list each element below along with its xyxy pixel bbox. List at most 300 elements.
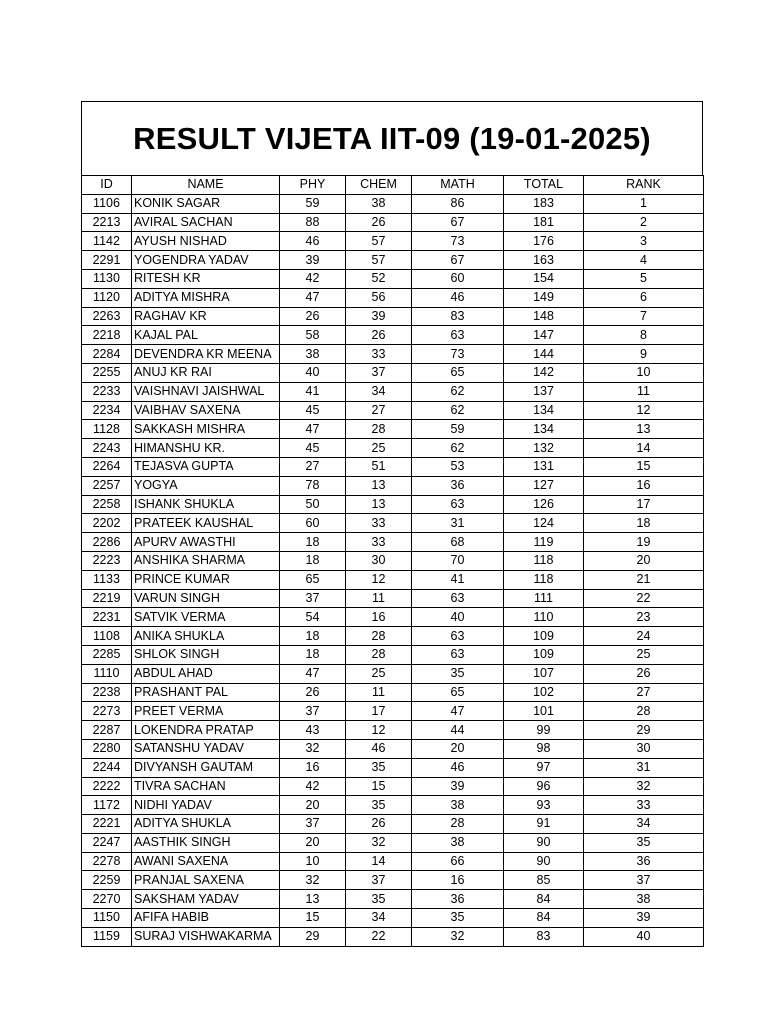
cell-name: VARUN SINGH <box>132 589 280 608</box>
cell-chem: 38 <box>346 194 412 213</box>
cell-phy: 18 <box>280 627 346 646</box>
cell-name: TIVRA SACHAN <box>132 777 280 796</box>
cell-total: 119 <box>504 533 584 552</box>
table-row <box>82 645 704 664</box>
table-row <box>82 269 704 288</box>
cell-phy: 54 <box>280 608 346 627</box>
cell-math: 86 <box>412 194 504 213</box>
cell-chem: 37 <box>346 363 412 382</box>
cell-math: 60 <box>412 269 504 288</box>
table-row <box>82 401 704 420</box>
cell-chem: 51 <box>346 457 412 476</box>
column-header-total: TOTAL <box>504 176 584 195</box>
cell-id: 2231 <box>82 608 132 627</box>
cell-chem: 27 <box>346 401 412 420</box>
cell-name: HIMANSHU KR. <box>132 439 280 458</box>
cell-rank: 13 <box>584 420 704 439</box>
title-box <box>81 101 703 175</box>
cell-chem: 25 <box>346 664 412 683</box>
cell-rank: 18 <box>584 514 704 533</box>
cell-chem: 28 <box>346 420 412 439</box>
cell-total: 131 <box>504 457 584 476</box>
cell-id: 2278 <box>82 852 132 871</box>
table-row <box>82 627 704 646</box>
cell-name: AWANI SAXENA <box>132 852 280 871</box>
cell-name: ADITYA MISHRA <box>132 288 280 307</box>
cell-name: SATANSHU YADAV <box>132 739 280 758</box>
cell-math: 47 <box>412 702 504 721</box>
cell-id: 2247 <box>82 833 132 852</box>
cell-chem: 28 <box>346 645 412 664</box>
cell-id: 2285 <box>82 645 132 664</box>
table-row <box>82 420 704 439</box>
cell-name: APURV AWASTHI <box>132 533 280 552</box>
cell-phy: 18 <box>280 551 346 570</box>
cell-math: 35 <box>412 664 504 683</box>
cell-rank: 34 <box>584 815 704 834</box>
cell-rank: 24 <box>584 627 704 646</box>
cell-phy: 78 <box>280 476 346 495</box>
cell-total: 109 <box>504 645 584 664</box>
cell-math: 62 <box>412 439 504 458</box>
cell-phy: 20 <box>280 796 346 815</box>
cell-id: 2222 <box>82 777 132 796</box>
cell-total: 163 <box>504 251 584 270</box>
cell-total: 84 <box>504 890 584 909</box>
cell-math: 46 <box>412 758 504 777</box>
cell-id: 1142 <box>82 232 132 251</box>
cell-chem: 35 <box>346 796 412 815</box>
cell-id: 1110 <box>82 664 132 683</box>
cell-chem: 33 <box>346 345 412 364</box>
cell-id: 2286 <box>82 533 132 552</box>
cell-chem: 57 <box>346 251 412 270</box>
cell-math: 68 <box>412 533 504 552</box>
cell-math: 63 <box>412 495 504 514</box>
cell-id: 1120 <box>82 288 132 307</box>
cell-rank: 3 <box>584 232 704 251</box>
table-row <box>82 833 704 852</box>
cell-rank: 15 <box>584 457 704 476</box>
cell-name: AASTHIK SINGH <box>132 833 280 852</box>
cell-math: 65 <box>412 363 504 382</box>
cell-rank: 10 <box>584 363 704 382</box>
cell-phy: 26 <box>280 683 346 702</box>
cell-id: 2233 <box>82 382 132 401</box>
cell-total: 97 <box>504 758 584 777</box>
cell-id: 2219 <box>82 589 132 608</box>
cell-name: PREET VERMA <box>132 702 280 721</box>
cell-name: RITESH KR <box>132 269 280 288</box>
cell-id: 2287 <box>82 721 132 740</box>
cell-name: AVIRAL SACHAN <box>132 213 280 232</box>
cell-math: 62 <box>412 401 504 420</box>
cell-rank: 29 <box>584 721 704 740</box>
cell-rank: 22 <box>584 589 704 608</box>
cell-total: 83 <box>504 927 584 946</box>
table-row <box>82 476 704 495</box>
cell-math: 67 <box>412 251 504 270</box>
table-row <box>82 890 704 909</box>
cell-name: ABDUL AHAD <box>132 664 280 683</box>
cell-total: 99 <box>504 721 584 740</box>
cell-rank: 11 <box>584 382 704 401</box>
cell-name: RAGHAV KR <box>132 307 280 326</box>
cell-id: 2263 <box>82 307 132 326</box>
table-row <box>82 702 704 721</box>
cell-rank: 21 <box>584 570 704 589</box>
cell-name: NIDHI YADAV <box>132 796 280 815</box>
cell-rank: 30 <box>584 739 704 758</box>
header-row <box>82 176 704 195</box>
cell-name: YOGENDRA YADAV <box>132 251 280 270</box>
table-body <box>82 194 704 946</box>
cell-id: 2259 <box>82 871 132 890</box>
cell-rank: 19 <box>584 533 704 552</box>
table-row <box>82 909 704 928</box>
cell-rank: 32 <box>584 777 704 796</box>
cell-rank: 38 <box>584 890 704 909</box>
cell-phy: 58 <box>280 326 346 345</box>
cell-rank: 27 <box>584 683 704 702</box>
cell-math: 53 <box>412 457 504 476</box>
table-row <box>82 758 704 777</box>
cell-name: PRANJAL SAXENA <box>132 871 280 890</box>
cell-phy: 47 <box>280 420 346 439</box>
cell-chem: 12 <box>346 721 412 740</box>
cell-phy: 18 <box>280 645 346 664</box>
cell-name: SAKSHAM YADAV <box>132 890 280 909</box>
cell-id: 2270 <box>82 890 132 909</box>
cell-total: 111 <box>504 589 584 608</box>
cell-math: 31 <box>412 514 504 533</box>
cell-total: 137 <box>504 382 584 401</box>
cell-phy: 46 <box>280 232 346 251</box>
cell-rank: 23 <box>584 608 704 627</box>
table-row <box>82 739 704 758</box>
cell-id: 2243 <box>82 439 132 458</box>
cell-name: ANIKA SHUKLA <box>132 627 280 646</box>
cell-total: 124 <box>504 514 584 533</box>
cell-id: 2258 <box>82 495 132 514</box>
cell-name: PRINCE KUMAR <box>132 570 280 589</box>
table-row <box>82 533 704 552</box>
cell-name: SHLOK SINGH <box>132 645 280 664</box>
cell-name: TEJASVA GUPTA <box>132 457 280 476</box>
cell-math: 83 <box>412 307 504 326</box>
cell-id: 2244 <box>82 758 132 777</box>
cell-chem: 11 <box>346 589 412 608</box>
cell-math: 63 <box>412 326 504 345</box>
cell-id: 2213 <box>82 213 132 232</box>
cell-name: ANUJ KR RAI <box>132 363 280 382</box>
cell-name: ANSHIKA SHARMA <box>132 551 280 570</box>
cell-phy: 26 <box>280 307 346 326</box>
cell-total: 142 <box>504 363 584 382</box>
cell-id: 2264 <box>82 457 132 476</box>
cell-rank: 25 <box>584 645 704 664</box>
cell-name: VAIBHAV SAXENA <box>132 401 280 420</box>
table-row <box>82 514 704 533</box>
cell-math: 63 <box>412 627 504 646</box>
cell-chem: 12 <box>346 570 412 589</box>
table-row <box>82 363 704 382</box>
cell-chem: 35 <box>346 890 412 909</box>
cell-phy: 45 <box>280 439 346 458</box>
cell-chem: 26 <box>346 326 412 345</box>
cell-total: 134 <box>504 420 584 439</box>
cell-total: 110 <box>504 608 584 627</box>
cell-phy: 41 <box>280 382 346 401</box>
cell-total: 148 <box>504 307 584 326</box>
cell-name: YOGYA <box>132 476 280 495</box>
cell-math: 32 <box>412 927 504 946</box>
cell-chem: 39 <box>346 307 412 326</box>
table-row <box>82 852 704 871</box>
cell-phy: 65 <box>280 570 346 589</box>
cell-phy: 59 <box>280 194 346 213</box>
cell-math: 63 <box>412 645 504 664</box>
column-header-chem: CHEM <box>346 176 412 195</box>
cell-phy: 50 <box>280 495 346 514</box>
result-table <box>81 175 704 947</box>
table-row <box>82 815 704 834</box>
cell-rank: 4 <box>584 251 704 270</box>
column-header-phy: PHY <box>280 176 346 195</box>
cell-total: 109 <box>504 627 584 646</box>
result-sheet <box>81 101 703 947</box>
cell-name: SURAJ VISHWAKARMA <box>132 927 280 946</box>
cell-rank: 35 <box>584 833 704 852</box>
page-title: RESULT VIJETA IIT-09 (19-01-2025) <box>133 120 651 156</box>
cell-math: 38 <box>412 796 504 815</box>
cell-name: AYUSH NISHAD <box>132 232 280 251</box>
cell-phy: 13 <box>280 890 346 909</box>
cell-name: ADITYA SHUKLA <box>132 815 280 834</box>
table-row <box>82 777 704 796</box>
cell-name: SATVIK VERMA <box>132 608 280 627</box>
table-row <box>82 664 704 683</box>
table-row <box>82 495 704 514</box>
table-row <box>82 589 704 608</box>
cell-math: 28 <box>412 815 504 834</box>
table-row <box>82 251 704 270</box>
cell-phy: 15 <box>280 909 346 928</box>
cell-math: 73 <box>412 232 504 251</box>
cell-rank: 6 <box>584 288 704 307</box>
cell-id: 2257 <box>82 476 132 495</box>
table-row <box>82 683 704 702</box>
cell-rank: 14 <box>584 439 704 458</box>
table-row <box>82 288 704 307</box>
cell-total: 126 <box>504 495 584 514</box>
cell-chem: 26 <box>346 815 412 834</box>
cell-phy: 32 <box>280 739 346 758</box>
cell-chem: 46 <box>346 739 412 758</box>
cell-math: 36 <box>412 890 504 909</box>
cell-math: 41 <box>412 570 504 589</box>
table-row <box>82 194 704 213</box>
cell-chem: 13 <box>346 476 412 495</box>
cell-math: 73 <box>412 345 504 364</box>
cell-rank: 9 <box>584 345 704 364</box>
cell-math: 62 <box>412 382 504 401</box>
cell-math: 16 <box>412 871 504 890</box>
cell-chem: 17 <box>346 702 412 721</box>
cell-total: 118 <box>504 570 584 589</box>
cell-total: 144 <box>504 345 584 364</box>
cell-phy: 16 <box>280 758 346 777</box>
cell-total: 90 <box>504 852 584 871</box>
cell-rank: 39 <box>584 909 704 928</box>
cell-total: 85 <box>504 871 584 890</box>
cell-name: VAISHNAVI JAISHWAL <box>132 382 280 401</box>
cell-rank: 33 <box>584 796 704 815</box>
cell-total: 91 <box>504 815 584 834</box>
cell-rank: 7 <box>584 307 704 326</box>
cell-total: 90 <box>504 833 584 852</box>
cell-rank: 2 <box>584 213 704 232</box>
cell-rank: 37 <box>584 871 704 890</box>
cell-chem: 37 <box>346 871 412 890</box>
cell-phy: 27 <box>280 457 346 476</box>
cell-phy: 37 <box>280 702 346 721</box>
cell-math: 39 <box>412 777 504 796</box>
cell-id: 2223 <box>82 551 132 570</box>
cell-chem: 11 <box>346 683 412 702</box>
cell-total: 102 <box>504 683 584 702</box>
cell-id: 1130 <box>82 269 132 288</box>
cell-id: 2280 <box>82 739 132 758</box>
cell-chem: 34 <box>346 909 412 928</box>
cell-id: 2284 <box>82 345 132 364</box>
cell-math: 65 <box>412 683 504 702</box>
cell-rank: 5 <box>584 269 704 288</box>
cell-name: SAKKASH MISHRA <box>132 420 280 439</box>
cell-chem: 16 <box>346 608 412 627</box>
cell-chem: 57 <box>346 232 412 251</box>
table-row <box>82 871 704 890</box>
column-header-rank: RANK <box>584 176 704 195</box>
cell-id: 2202 <box>82 514 132 533</box>
cell-math: 67 <box>412 213 504 232</box>
cell-total: 147 <box>504 326 584 345</box>
cell-id: 2291 <box>82 251 132 270</box>
cell-math: 46 <box>412 288 504 307</box>
cell-phy: 47 <box>280 664 346 683</box>
cell-chem: 13 <box>346 495 412 514</box>
cell-chem: 34 <box>346 382 412 401</box>
cell-rank: 12 <box>584 401 704 420</box>
cell-rank: 26 <box>584 664 704 683</box>
cell-total: 96 <box>504 777 584 796</box>
cell-chem: 52 <box>346 269 412 288</box>
cell-chem: 28 <box>346 627 412 646</box>
cell-phy: 37 <box>280 815 346 834</box>
cell-math: 20 <box>412 739 504 758</box>
table-row <box>82 213 704 232</box>
cell-phy: 47 <box>280 288 346 307</box>
cell-id: 2234 <box>82 401 132 420</box>
cell-phy: 37 <box>280 589 346 608</box>
cell-chem: 30 <box>346 551 412 570</box>
cell-rank: 31 <box>584 758 704 777</box>
cell-total: 93 <box>504 796 584 815</box>
cell-name: KONIK SAGAR <box>132 194 280 213</box>
cell-chem: 26 <box>346 213 412 232</box>
cell-total: 101 <box>504 702 584 721</box>
cell-rank: 16 <box>584 476 704 495</box>
cell-chem: 32 <box>346 833 412 852</box>
cell-phy: 29 <box>280 927 346 946</box>
cell-id: 2221 <box>82 815 132 834</box>
cell-id: 1128 <box>82 420 132 439</box>
cell-math: 35 <box>412 909 504 928</box>
cell-id: 2238 <box>82 683 132 702</box>
cell-chem: 33 <box>346 514 412 533</box>
cell-phy: 43 <box>280 721 346 740</box>
table-row <box>82 326 704 345</box>
cell-chem: 22 <box>346 927 412 946</box>
cell-phy: 60 <box>280 514 346 533</box>
cell-id: 1106 <box>82 194 132 213</box>
cell-phy: 10 <box>280 852 346 871</box>
cell-id: 2255 <box>82 363 132 382</box>
cell-rank: 36 <box>584 852 704 871</box>
table-row <box>82 307 704 326</box>
table-row <box>82 551 704 570</box>
cell-id: 2273 <box>82 702 132 721</box>
cell-chem: 56 <box>346 288 412 307</box>
cell-id: 1159 <box>82 927 132 946</box>
cell-phy: 20 <box>280 833 346 852</box>
cell-total: 176 <box>504 232 584 251</box>
cell-name: KAJAL PAL <box>132 326 280 345</box>
cell-rank: 1 <box>584 194 704 213</box>
cell-total: 183 <box>504 194 584 213</box>
cell-chem: 35 <box>346 758 412 777</box>
cell-total: 84 <box>504 909 584 928</box>
cell-total: 181 <box>504 213 584 232</box>
cell-name: PRATEEK KAUSHAL <box>132 514 280 533</box>
cell-rank: 28 <box>584 702 704 721</box>
table-row <box>82 721 704 740</box>
cell-id: 1133 <box>82 570 132 589</box>
cell-rank: 8 <box>584 326 704 345</box>
cell-phy: 40 <box>280 363 346 382</box>
table-row <box>82 608 704 627</box>
cell-total: 134 <box>504 401 584 420</box>
table-row <box>82 570 704 589</box>
table-row <box>82 382 704 401</box>
cell-rank: 40 <box>584 927 704 946</box>
cell-phy: 39 <box>280 251 346 270</box>
column-header-math: MATH <box>412 176 504 195</box>
cell-phy: 45 <box>280 401 346 420</box>
cell-math: 70 <box>412 551 504 570</box>
cell-id: 1172 <box>82 796 132 815</box>
table-row <box>82 232 704 251</box>
table-row <box>82 927 704 946</box>
cell-math: 59 <box>412 420 504 439</box>
cell-id: 1108 <box>82 627 132 646</box>
table-row <box>82 457 704 476</box>
cell-total: 149 <box>504 288 584 307</box>
cell-rank: 20 <box>584 551 704 570</box>
cell-math: 63 <box>412 589 504 608</box>
cell-name: DEVENDRA KR MEENA <box>132 345 280 364</box>
cell-total: 107 <box>504 664 584 683</box>
